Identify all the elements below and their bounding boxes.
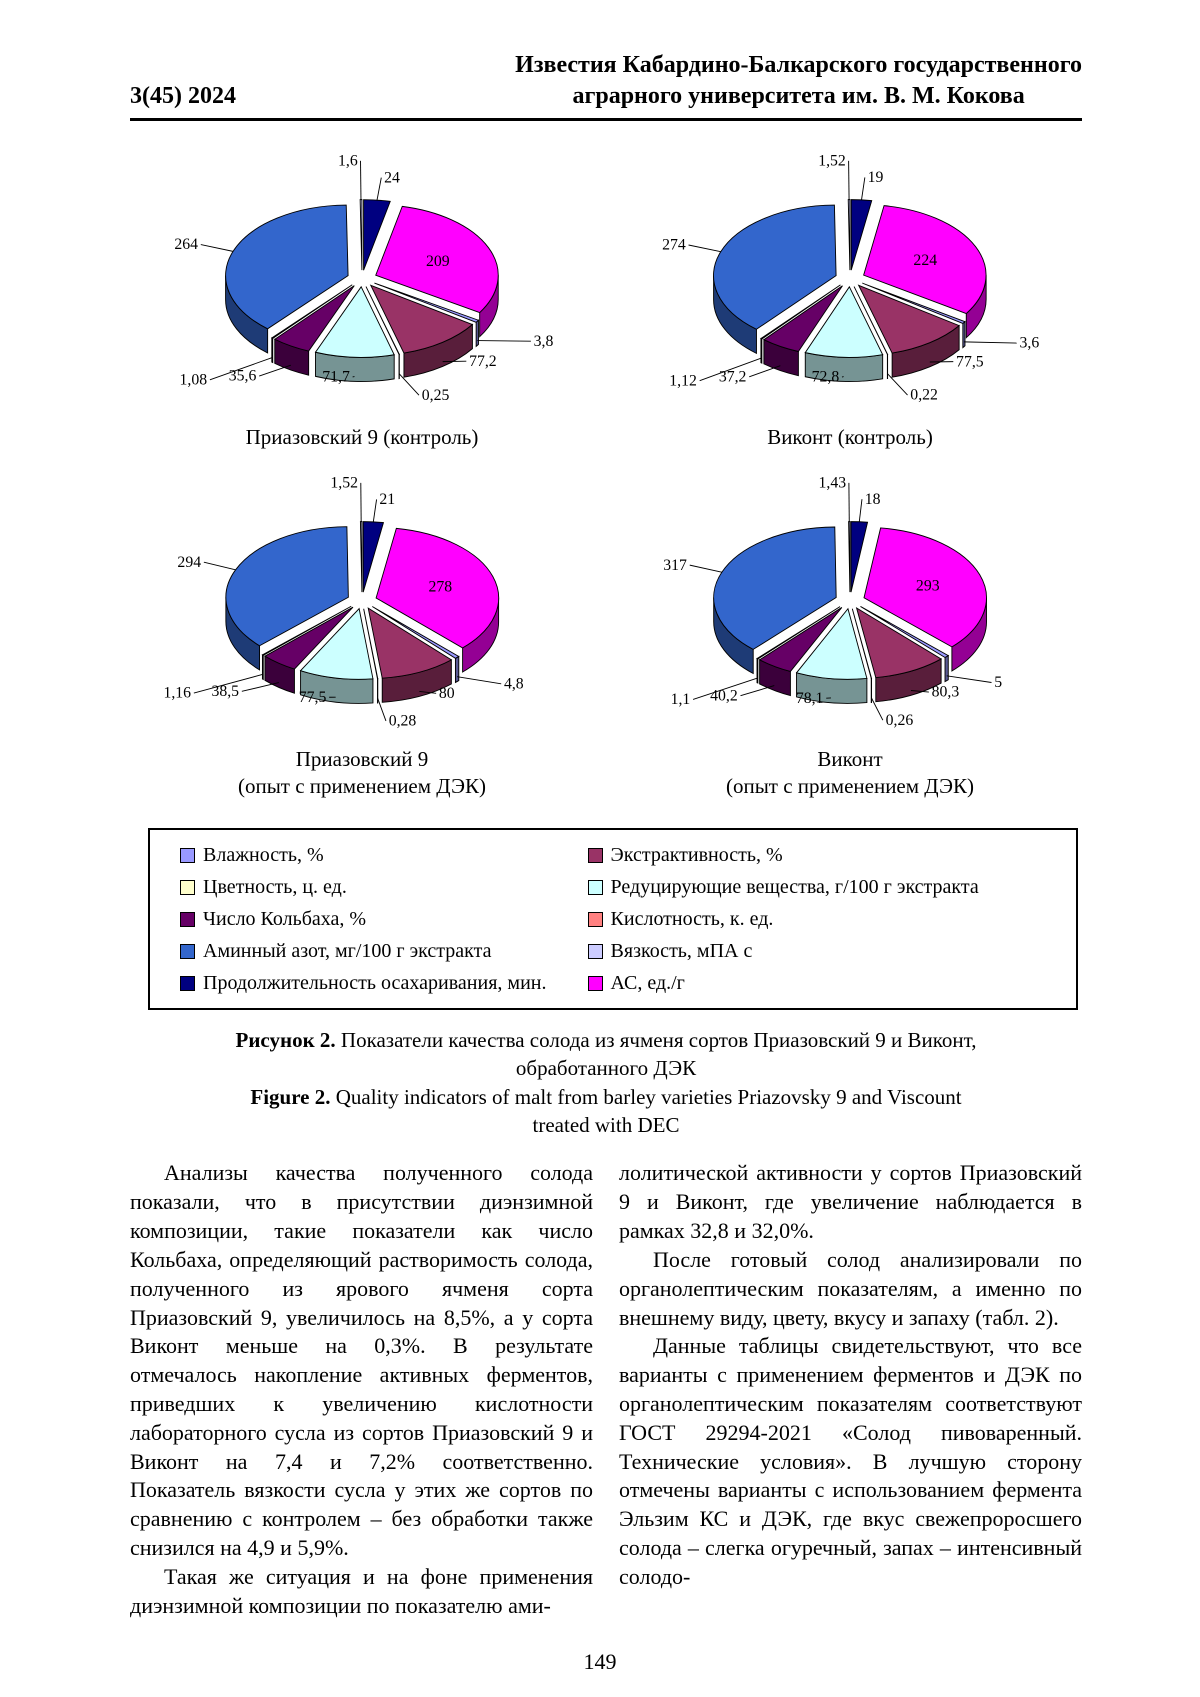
svg-text:317: 317 [663, 556, 687, 574]
chart-title-line1: Приазовский 9 [295, 746, 429, 771]
pie-chart-vikont-control [618, 143, 1082, 451]
legend-color-swatch [180, 976, 195, 991]
pie-chart-svg [130, 143, 594, 421]
svg-text:1,12: 1,12 [669, 372, 697, 390]
page-header [130, 50, 1082, 111]
svg-text:1,16: 1,16 [163, 684, 192, 702]
pie-chart-svg [130, 465, 594, 743]
chart-title [130, 746, 594, 801]
svg-text:5: 5 [994, 674, 1003, 692]
body-paragraph: лолитической активности у сортов Приазовский 9 и Виконт, где увеличение наблюдается в рамках 32,8 и 32,0%. [619, 1160, 1082, 1244]
legend-label: Вязкость, мПА с [610, 940, 753, 963]
pie-chart-svg [618, 143, 1082, 421]
svg-text:264: 264 [174, 236, 199, 254]
legend-color-swatch [180, 848, 195, 863]
svg-text:77,5: 77,5 [298, 689, 327, 707]
pie-chart-vikont-dec [618, 465, 1082, 800]
svg-text:4,8: 4,8 [503, 675, 524, 693]
svg-text:19: 19 [867, 169, 884, 187]
legend-label: Влажность, % [203, 844, 324, 867]
svg-text:37,2: 37,2 [718, 368, 747, 386]
legend-item [180, 939, 588, 963]
legend-item [588, 875, 1066, 899]
chart-title [130, 424, 594, 451]
body-text [130, 1159, 1082, 1620]
legend-item [588, 907, 1066, 931]
legend-item [180, 907, 588, 931]
legend-label: Экстрактивность, % [610, 844, 783, 867]
svg-text:224: 224 [913, 252, 938, 270]
caption-en-label: Figure 2. [250, 1084, 331, 1109]
svg-text:1,52: 1,52 [330, 474, 359, 492]
svg-text:274: 274 [662, 237, 686, 255]
svg-text:24: 24 [384, 169, 400, 187]
legend-item [180, 971, 588, 995]
legend-item [588, 971, 1066, 995]
legend-color-swatch [180, 944, 195, 959]
svg-text:0,26: 0,26 [885, 711, 914, 729]
chart-title [618, 424, 1082, 451]
svg-text:35,6: 35,6 [228, 368, 257, 386]
header-rule [130, 118, 1082, 121]
svg-text:294: 294 [177, 553, 202, 571]
svg-text:209: 209 [425, 253, 450, 271]
pie-chart-priazovsky9-dec [130, 465, 594, 800]
issue-number: 3(45) 2024 [130, 83, 236, 110]
svg-text:40,2: 40,2 [710, 687, 738, 705]
journal-title-line1: Известия Кабардино-Балкарского государственного [515, 52, 1082, 78]
svg-text:77,2: 77,2 [469, 353, 497, 371]
journal-title [515, 50, 1082, 111]
svg-text:80: 80 [438, 685, 455, 703]
svg-text:278: 278 [428, 578, 453, 596]
chart-title-line1: Приазовский 9 (контроль) [245, 424, 479, 449]
svg-text:0,25: 0,25 [421, 387, 450, 405]
legend-item [180, 875, 588, 899]
svg-text:72,8: 72,8 [811, 369, 840, 387]
pie-chart-priazovsky9-control [130, 143, 594, 451]
caption-en-line1 [130, 1083, 1082, 1111]
legend-color-swatch [588, 976, 603, 991]
charts-grid [130, 143, 1082, 800]
svg-text:38,5: 38,5 [211, 683, 240, 701]
legend-item [588, 939, 1066, 963]
pie-chart-svg [618, 465, 1082, 743]
body-paragraph: Такая же ситуация и на фоне применения диэнзимной композиции по показателю ами- [130, 1563, 593, 1618]
legend-color-swatch [180, 880, 195, 895]
svg-text:293: 293 [915, 577, 940, 595]
caption-ru-label: Рисунок 2. [235, 1028, 336, 1053]
legend-label: Аминный азот, мг/100 г экстракта [203, 940, 492, 963]
chart-title-line1: Виконт (контроль) [767, 424, 933, 449]
svg-text:71,7: 71,7 [322, 369, 350, 387]
svg-text:3,6: 3,6 [1019, 335, 1040, 353]
svg-text:80,3: 80,3 [931, 683, 960, 701]
body-paragraph: Анализы качества полученного солода показали, что в присутствии диэнзимной композиции, такие показатели как число Кольбаха, определяющий растворимость солода, полученного из ярового ячменя сорта Приазовский 9, увеличилось на 8,5%, а у сорта Виконт меньше на 0,3%. В результате отмечалось накопление активных ферментов, приведших к увеличению кислотности лабораторного сусла из сортов Приазовский 9 и Виконт на 7,4 и 7,2% соответственно. Показатель вязкости сусла у этих же сортов по сравнению с контролем – без обработки также снизился на 4,9 и 5,9%. [130, 1160, 593, 1561]
svg-text:1,08: 1,08 [179, 371, 208, 389]
legend-color-swatch [180, 912, 195, 927]
legend-label: Кислотность, к. ед. [610, 908, 774, 931]
figure-caption [130, 1026, 1082, 1139]
journal-title-line2: аграрного университета им. В. М. Кокова [572, 82, 1025, 109]
legend-color-swatch [588, 880, 603, 895]
svg-text:1,1: 1,1 [670, 691, 691, 709]
chart-title [618, 746, 1082, 801]
svg-text:0,28: 0,28 [388, 712, 417, 730]
legend-color-swatch [588, 912, 603, 927]
chart-title-line1: Виконт [817, 746, 883, 771]
page-number: 149 [583, 1649, 617, 1674]
body-paragraph: Данные таблицы свидетельствуют, что все варианты с применением ферментов и ДЭК по органолептическим показателям соответствуют ГОСТ 29294-2021 «Солод пивоваренный. Технические условия». В лучшую сторону отмечены варианты с использованием фермента Эльзим КС и ДЭК, где вкус свежепроросшего солода – слегка огуречный, запах – интенсивный солодо- [619, 1333, 1082, 1589]
chart-title-line2: (опыт с применением ДЭК) [725, 773, 975, 798]
caption-en-text: Quality indicators of malt from barley varieties Priazovsky 9 and Viscount [330, 1084, 962, 1109]
body-column-left [130, 1159, 593, 1620]
caption-ru-line2: обработанного ДЭК [515, 1056, 697, 1081]
svg-text:0,22: 0,22 [910, 387, 938, 405]
legend-color-swatch [588, 944, 603, 959]
legend-column-right [588, 843, 1066, 995]
legend-label: Число Кольбаха, % [203, 908, 367, 931]
body-paragraph: После готовый солод анализировали по органолептическим показателям, а именно по внешнему виду, цвету, вкусу и запаху (табл. 2). [619, 1246, 1082, 1330]
chart-title-line2: (опыт с применением ДЭК) [237, 773, 487, 798]
svg-text:1,52: 1,52 [818, 152, 846, 170]
legend-label: Цветность, ц. ед. [203, 876, 347, 899]
legend-label: АС, ед./г [610, 972, 685, 995]
legend-column-left [180, 843, 588, 995]
legend-color-swatch [588, 848, 603, 863]
chart-legend [148, 828, 1078, 1010]
caption-ru-text: Показатели качества солода из ячменя сортов Приазовский 9 и Виконт, [335, 1028, 977, 1053]
svg-text:77,5: 77,5 [956, 353, 984, 371]
caption-ru-line1 [130, 1026, 1082, 1054]
legend-item [588, 843, 1066, 867]
caption-en-line2: treated with DEC [532, 1113, 680, 1138]
legend-label: Продолжительность осахаривания, мин. [203, 972, 547, 995]
legend-label: Редуцирующие вещества, г/100 г экстракта [610, 876, 979, 899]
svg-text:1,6: 1,6 [338, 152, 358, 170]
svg-text:3,8: 3,8 [533, 333, 554, 351]
legend-item [180, 843, 588, 867]
svg-text:1,43: 1,43 [818, 474, 847, 492]
body-column-right [619, 1159, 1082, 1620]
svg-text:21: 21 [379, 491, 396, 509]
svg-text:18: 18 [864, 491, 881, 509]
svg-text:78,1: 78,1 [795, 689, 824, 707]
